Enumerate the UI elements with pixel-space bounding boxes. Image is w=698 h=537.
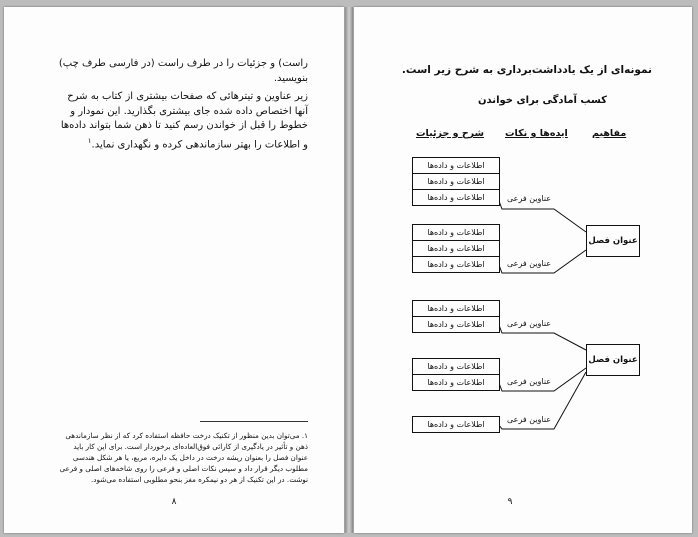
facts-box: اطلاعات و داده‌ها xyxy=(412,416,500,433)
paragraph-1: راست) و جزئیات را در طرف راست (در فارسی طرف چپ) بنویسید. xyxy=(58,58,308,84)
subtitle-label: عناوین فرعی xyxy=(507,415,552,424)
facts-box: اطلاعات و داده‌ها xyxy=(412,173,500,190)
note-tree-diagram xyxy=(354,7,692,533)
subtitle-label: عناوین فرعی xyxy=(507,194,552,203)
diagram-title: کسب آمادگی برای خواندن xyxy=(478,95,607,106)
paragraph-2-text: زیر عناوین و تیترهائی که صفحات بیشتری از کتاب به شرح آنها اختصاص داده شده جای بیشتری بگذارید. این نمودار و خطوط را قبل از خواندن رسم کنید تا ذهن شما بتواند داده‌ها و اطلاعات را بهتر سازماندهی کرده و نگهداری نماید. xyxy=(60,91,308,150)
facts-box: اطلاعات و داده‌ها xyxy=(412,157,500,174)
facts-box: اطلاعات و داده‌ها xyxy=(412,316,500,333)
facts-box: اطلاعات و داده‌ها xyxy=(412,256,500,273)
facts-box: اطلاعات و داده‌ها xyxy=(412,189,500,206)
column-ideas-label: ایده‌ها و نکات xyxy=(505,128,568,139)
facts-box: اطلاعات و داده‌ها xyxy=(412,374,500,391)
page-number-left: ۸ xyxy=(171,497,177,507)
paragraph-2 xyxy=(56,90,308,152)
example-heading: نمونه‌ای از یک یادداشت‌برداری به شرح زیر است. xyxy=(401,64,652,76)
facts-box: اطلاعات و داده‌ها xyxy=(412,224,500,241)
chapter-title-box: عنوان فصل xyxy=(586,344,640,376)
subtitle-label: عناوین فرعی xyxy=(507,377,552,386)
right-page xyxy=(354,7,692,533)
connector-line xyxy=(499,358,586,391)
subtitle-label: عناوین فرعی xyxy=(507,259,552,268)
left-page xyxy=(4,7,344,533)
facts-box: اطلاعات و داده‌ها xyxy=(412,358,500,375)
facts-box: اطلاعات و داده‌ها xyxy=(412,240,500,257)
facts-box: اطلاعات و داده‌ها xyxy=(412,300,500,317)
column-concepts-label: مفاهیم xyxy=(592,128,627,139)
footnote-marker: ۱ xyxy=(87,136,92,145)
footnote-divider xyxy=(200,421,308,422)
page-number-right: ۹ xyxy=(507,497,513,507)
book-gutter xyxy=(345,7,353,533)
footnote: ۱. می‌توان بدین منظور از تکنیک درخت حافظه استفاده کرد که از نظر سازماندهی ذهن و تأثیر در یادگیری از کارائی فوق‌العاده‌ای برخوردار است. برای این کار باید عنوان فصل را بعنوان ریشه درخت در داخل یک دایره، مربع، یا هر شکل هندسی مطلوب دیگر قرار داد و سپس نکات اصلی و فرعی را روی شاخه‌های اصلی و فرعی نوشت. در این تکنیک از هر دو نیمکره مغز بنحو مطلوبی استفاده می‌شود. xyxy=(59,431,308,484)
chapter-title-box: عنوان فصل xyxy=(586,225,640,257)
subtitle-label: عناوین فرعی xyxy=(507,319,552,328)
column-details-label: شرح و جزئیات xyxy=(416,128,484,139)
